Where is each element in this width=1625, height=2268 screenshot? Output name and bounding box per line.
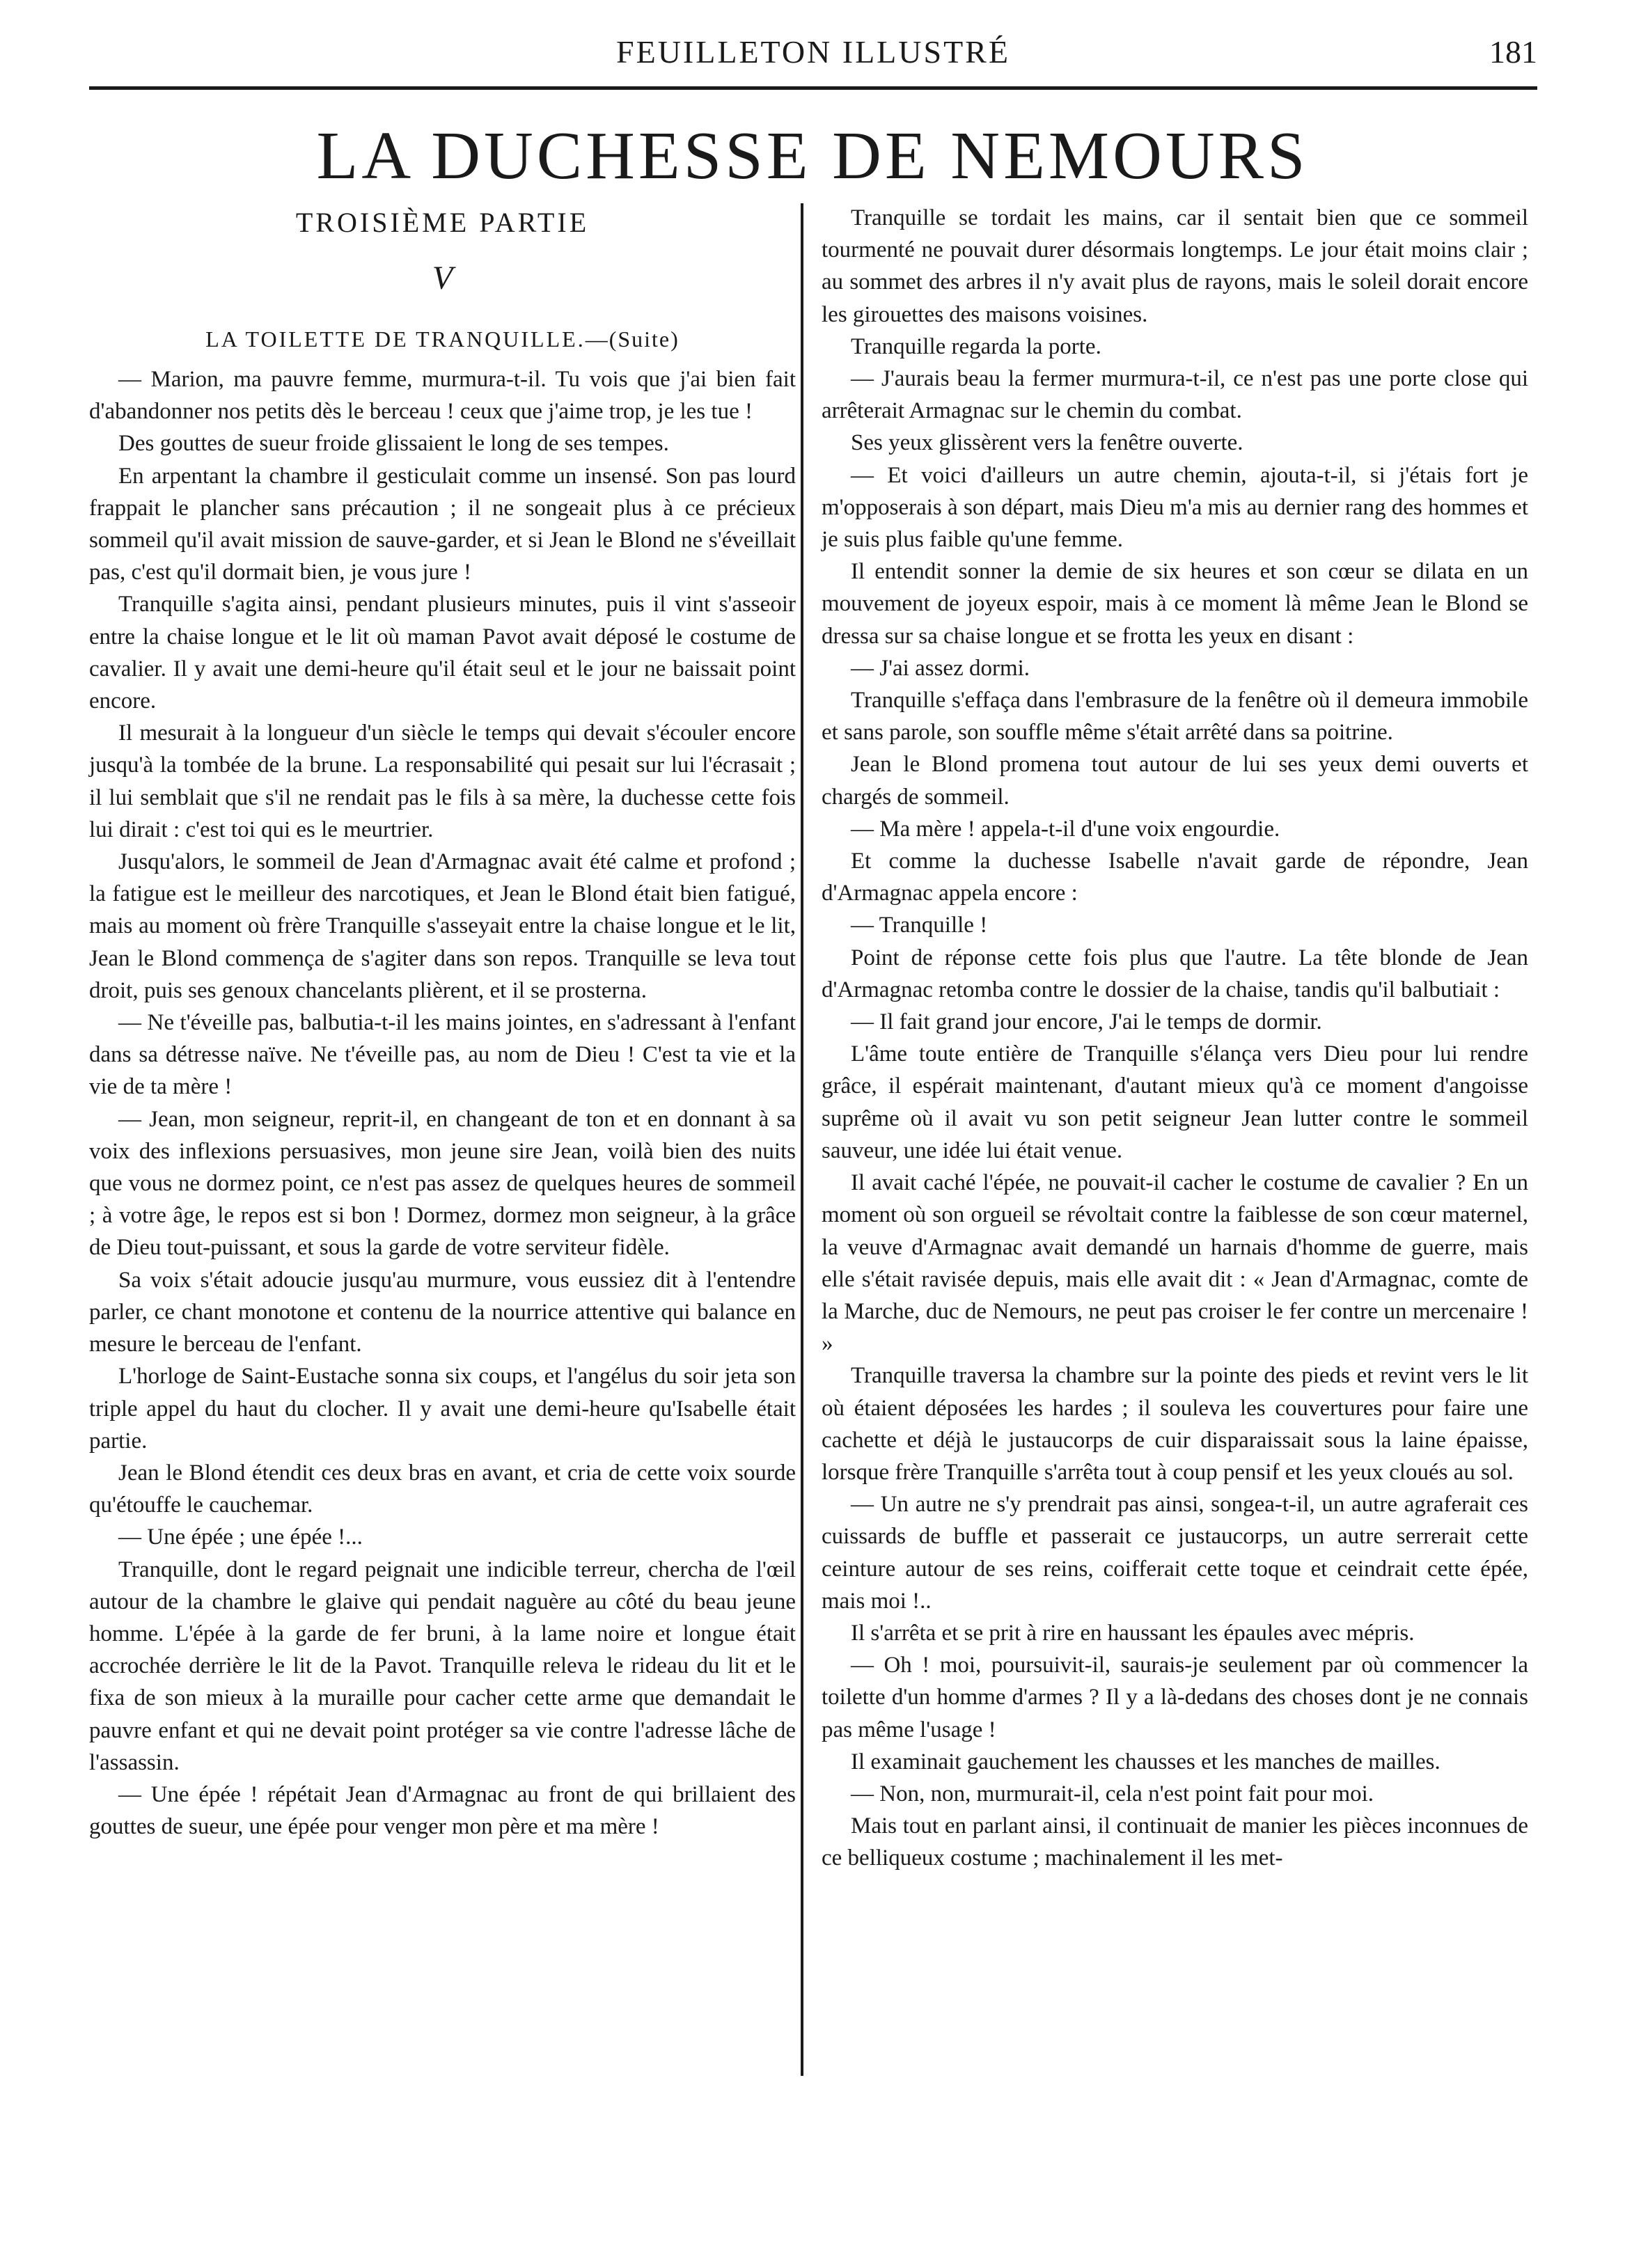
paragraph: — Jean, mon seigneur, reprit-il, en changeant de ton et en donnant à sa voix des inflexions persuasives, mon jeune sire Jean, voilà bien des nuits que vous ne dormez point, ce n'est pas assez de quelques heures de sommeil ; à votre âge, le repos est si bon ! Dormez, dormez mon seigneur, à la grâce de Dieu tout-puissant, et sous la garde de votre serviteur fidèle.	[89, 1106, 796, 1261]
paragraph: — J'aurais beau la fermer murmura-t-il, ce n'est pas une porte close qui arrêterait Armagnac sur le chemin du combat.	[822, 366, 1528, 424]
chapter-number: V	[432, 260, 453, 297]
paragraph: Jean le Blond promena tout autour de lui ses yeux demi ouverts et chargés de sommeil.	[822, 752, 1528, 810]
paragraph: Tranquille s'effaça dans l'embrasure de la fenêtre où il demeura immobile et sans parole, son souffle même s'était arrêté dans sa poitrine.	[822, 688, 1528, 746]
paragraph: Tranquille, dont le regard peignait une indicible terreur, chercha de l'œil autour de la chambre le glaive qui pendait naguère au côté du beau jeune homme. L'épée à la garde de fer bruni, à la lame noire et longue était accrochée derrière le lit de la Pavot. Tranquille releva le rideau du lit et le fixa de son mieux à la muraille pour cacher cette arme que demandait le pauvre enfant et qui ne devait point protéger sa vie contre l'adresse lâche de l'assassin.	[89, 1557, 796, 1775]
paragraph: Mais tout en parlant ainsi, il continuait de manier les pièces inconnues de ce belliqueux costume ; machinalement il les met-	[822, 1813, 1528, 1871]
chapter-suffix: —(Suite)	[585, 326, 680, 352]
paragraph: En arpentant la chambre il gesticulait comme un insensé. Son pas lourd frappait le plancher sans précaution ; il ne songeait plus à ce précieux sommeil qu'il avait mission de sauve-garder, et si Jean le Blond ne s'éveillait pas, c'est qu'il dormait bien, je vous jure !	[89, 463, 796, 585]
paragraph: Tranquille traversa la chambre sur la pointe des pieds et revint vers le lit où étaient déposées les hardes ; il souleva les couvertures pour faire une cachette et déjà le justaucorps de cuir disparaissait sous la laine épaisse, lorsque frère Tranquille s'arrêta tout à coup pensif et les yeux cloués au sol.	[822, 1363, 1528, 1485]
paragraph: — Il fait grand jour encore, J'ai le temps de dormir.	[851, 1009, 1322, 1035]
paragraph: Tranquille se tordait les mains, car il sentait bien que ce sommeil tourmenté ne pouvait durer désormais longtemps. Le jour était moins clair ; au sommet des arbres il n'y avait plus de rayons, mais le soleil dorait encore les girouettes des maisons voisines.	[822, 205, 1528, 327]
part-heading: TROISIÈME PARTIE	[295, 207, 590, 238]
right-column	[822, 202, 1528, 1875]
page-number: 181	[1489, 34, 1537, 70]
paragraph: — Une épée ; une épée !...	[118, 1525, 363, 1550]
paragraph: — Non, non, murmurait-il, cela n'est point fait pour moi.	[851, 1781, 1374, 1806]
paragraph: Il avait caché l'épée, ne pouvait-il cacher le costume de cavalier ? En un moment où son orgueil se révoltait contre la faiblesse de son cœur maternel, la veuve d'Armagnac avait demandé un harnais d'homme de guerre, mais elle s'était ravisée depuis, mais elle avait dit : « Jean d'Armagnac, comte de la Marche, duc de Nemours, ne peut pas croiser le fer contre un mercenaire ! »	[822, 1170, 1528, 1357]
paragraph: — Une épée ! répétait Jean d'Armagnac au front de qui brillaient des gouttes de sueur, une épée pour venger mon père et ma mère !	[89, 1781, 796, 1840]
left-column	[89, 202, 796, 1843]
paragraph: — Marion, ma pauvre femme, murmura-t-il. Tu vois que j'ai bien fait d'abandonner nos petits dès le berceau ! ceux que j'aime trop, je les tue !	[89, 367, 796, 425]
left-paragraphs	[89, 363, 796, 1843]
paragraph: Des gouttes de sueur froide glissaient le long de ses tempes.	[118, 431, 669, 457]
chapter-heading	[89, 323, 796, 355]
paragraph: Tranquille regarda la porte.	[851, 333, 1101, 359]
right-paragraphs	[822, 202, 1528, 1875]
header-rule	[89, 86, 1537, 90]
column-divider	[801, 203, 803, 2076]
paragraph: Il entendit sonner la demie de six heures et son cœur se dilata en un mouvement de joyeux espoir, mais à ce moment là même Jean le Blond se dressa sur sa chaise longue et se frotta les yeux en disant :	[822, 559, 1528, 649]
paragraph: L'âme toute entière de Tranquille s'élança vers Dieu pour lui rendre grâce, il espérait maintenant, d'autant mieux qu'à ce moment d'angoisse suprême où il avait vu son petit seigneur Jean lutter contre le sommeil sauveur, une idée lui était venue.	[822, 1041, 1528, 1163]
paragraph: — Et voici d'ailleurs un autre chemin, ajouta-t-il, si j'étais fort je m'opposerais à son départ, mais Dieu m'a mis au dernier rang des hommes et je suis plus faible qu'une femme.	[822, 462, 1528, 553]
paragraph: — Un autre ne s'y prendrait pas ainsi, songea-t-il, un autre agraferait ces cuissards de buffle et passerait ce justaucorps, un autre serrerait cette ceinture autour de ses reins, coifferait cette toque et ceindrait cette épée, mais moi !..	[822, 1492, 1528, 1614]
paragraph: — Ma mère ! appela-t-il d'une voix engourdie.	[851, 816, 1280, 842]
paragraph: — J'ai assez dormi.	[851, 655, 1030, 681]
story-title: LA DUCHESSE DE NEMOURS	[316, 118, 1309, 194]
paragraph: — Oh ! moi, poursuivit-il, saurais-je seulement par où commencer la toilette d'un homme d'armes ? Il y a là-dedans des choses dont je ne connais pas même l'usage !	[822, 1653, 1528, 1742]
paragraph: Et comme la duchesse Isabelle n'avait garde de répondre, Jean d'Armagnac appela encore :	[822, 849, 1528, 906]
paragraph: — Ne t'éveille pas, balbutia-t-il les mains jointes, en s'adressant à l'enfant dans sa détresse naïve. Ne t'éveille pas, au nom de Dieu ! C'est ta vie et la vie de ta mère !	[89, 1010, 796, 1100]
paragraph: Ses yeux glissèrent vers la fenêtre ouverte.	[851, 430, 1243, 456]
paragraph: Il examinait gauchement les chausses et les manches de mailles.	[851, 1749, 1440, 1774]
paragraph: Il s'arrêta et se prit à rire en haussant les épaules avec mépris.	[851, 1620, 1415, 1646]
paragraph: L'horloge de Saint-Eustache sonna six coups, et l'angélus du soir jeta son triple appel du haut du clocher. Il y avait une demi-heure qu'Isabelle était partie.	[89, 1364, 796, 1454]
chapter-title: LA TOILETTE DE TRANQUILLE.	[205, 326, 586, 352]
paragraph: Sa voix s'était adoucie jusqu'au murmure, vous eussiez dit à l'entendre parler, ce chant monotone et contenu de la nourrice attentive qui balance en mesure le berceau de l'enfant.	[89, 1267, 796, 1357]
paragraph: Il mesurait à la longueur d'un siècle le temps qui devait s'écouler encore jusqu'à la tombée de la brune. La responsabilité qui pesait sur lui l'écrasait ; il lui semblait que s'il ne rendait pas le fils à sa mère, la duchesse cette fois lui dirait : c'est toi qui es le meurtrier.	[89, 720, 796, 842]
paragraph: Tranquille s'agita ainsi, pendant plusieurs minutes, puis il vint s'asseoir entre la chaise longue et le lit où maman Pavot avait déposé le costume de cavalier. Il y avait une demi-heure qu'il était seul et le jour ne baissait point encore.	[89, 592, 796, 714]
paragraph: Point de réponse cette fois plus que l'autre. La tête blonde de Jean d'Armagnac retomba contre le dossier de la chaise, tandis qu'il balbutiait :	[822, 945, 1528, 1002]
running-title: FEUILLETON ILLUSTRÉ	[616, 34, 1010, 70]
paragraph: — Tranquille !	[851, 913, 988, 938]
paragraph: Jusqu'alors, le sommeil de Jean d'Armagnac avait été calme et profond ; la fatigue est le meilleur des narcotiques, et Jean le Blond était bien fatigué, mais au moment où frère Tranquille s'asseyait entre la chaise longue et le lit, Jean le Blond commença de s'agiter dans son repos. Tranquille se leva tout droit, puis ses genoux chancelants plièrent, et il se prosterna.	[89, 849, 796, 1003]
paragraph: Jean le Blond étendit ces deux bras en avant, et cria de cette voix sourde qu'étouffe le cauchemar.	[89, 1460, 796, 1518]
running-head	[89, 19, 1537, 75]
